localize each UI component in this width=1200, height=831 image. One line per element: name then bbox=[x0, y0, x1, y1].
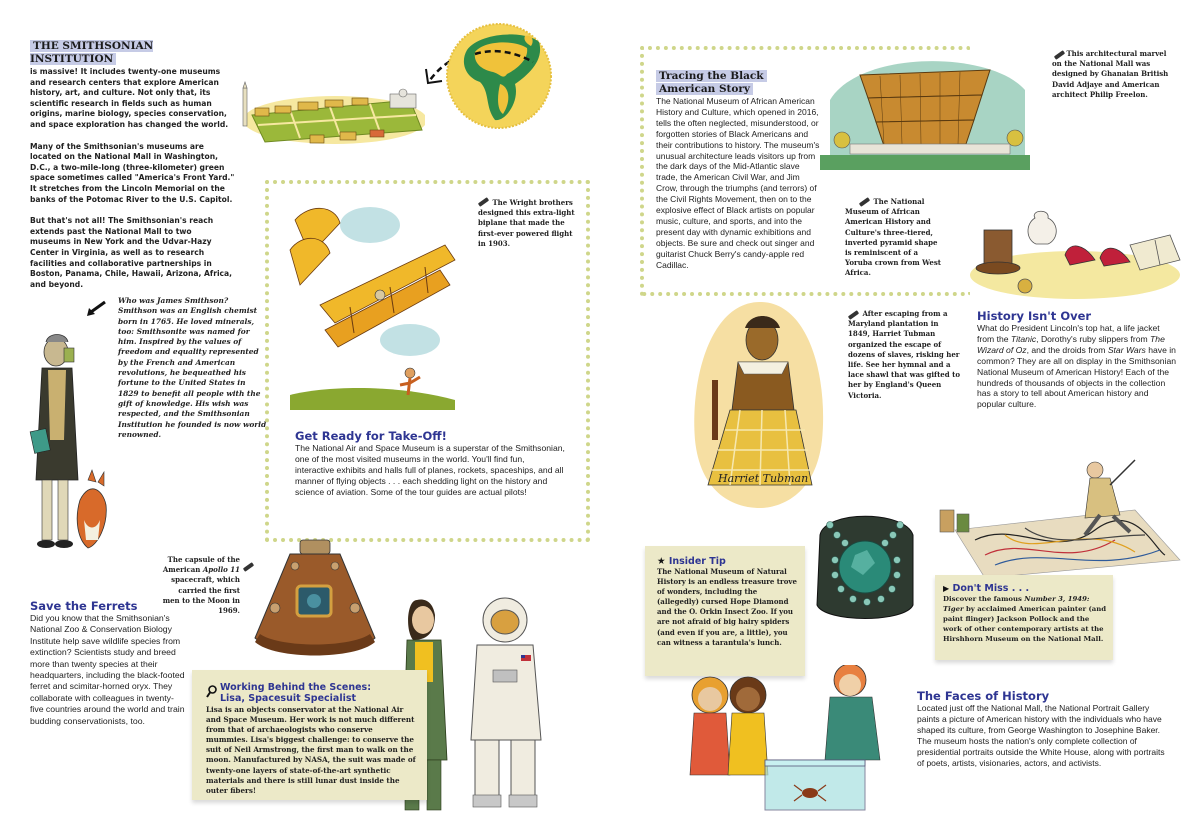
takeoff-heading: Get Ready for Take-Off! bbox=[295, 429, 447, 443]
history-section bbox=[977, 310, 1177, 410]
tubman-caption: After escaping from a Maryland plantation in 1849, Harriet Tubman organized the escape of dozens of slaves, risking her life. See her hymnal and a lace shawl that was gifted to her by England's Queen Victoria. bbox=[848, 309, 960, 400]
takeoff-section bbox=[295, 430, 565, 498]
tarantula-kids-illustration bbox=[680, 665, 905, 820]
insider-tip-heading: ★ Insider Tip bbox=[657, 556, 726, 567]
james-smithson-illustration bbox=[18, 330, 113, 585]
pencil-icon bbox=[848, 311, 860, 319]
harriet-signature: Harriet Tubman bbox=[718, 472, 809, 485]
pencil-icon bbox=[478, 198, 490, 206]
insider-tip-text: The National Museum of Natural History is an endless treasure trove of wonders, including the (allegedly) cursed Hope Diamond and the O. Orkin Insect Zoo. If you are not afraid of big hairy spiders (and even if you are, a little), you can witness a tarantula's lunch. bbox=[657, 567, 797, 647]
faces-section bbox=[917, 690, 1172, 768]
intro-paragraph-1: is massive! It includes twenty-one museums and research centers that explore American history, art, and culture. Not only that, its scientific research in fields such as human origins, marine biology, species conservation, and space exploration has changed the world. bbox=[30, 67, 229, 129]
harriet-tubman-illustration bbox=[690, 300, 830, 510]
magnifier-icon bbox=[206, 685, 217, 698]
tracing-section bbox=[656, 70, 821, 271]
wright-caption: The Wright brothers designed this extra-light biplane that made the first-ever powered flight in 1903. bbox=[478, 198, 575, 248]
intro-section bbox=[30, 40, 235, 290]
intro-paragraph-3: But that's not all! The Smithsonian's reach extends past the National Mall to two museums in New York and the Udvar-Hazy Center in Virginia, as well as to research facilities and collaborative partnerships in Boston, Panama, Chile, Hawaii, Arizona, Africa, and beyond. bbox=[30, 216, 233, 289]
tracing-title: Tracing the Black American Story bbox=[656, 70, 821, 96]
american-history-artifacts-illustration bbox=[970, 200, 1185, 305]
star-icon: ★ bbox=[657, 556, 666, 567]
history-heading: History Isn't Over bbox=[977, 309, 1092, 323]
takeoff-text: The National Air and Space Museum is a superstar of the Smithsonian, one of the most visited museums in the world. You'll find fun, interactive exhibits and halls full of planes, rockets, spaceships, and all manner of flying objects . . . each shedding light on the history and science of aviation. Some of the tour guides are actual pilots! bbox=[295, 443, 565, 497]
faces-heading: The Faces of History bbox=[917, 689, 1050, 703]
ferrets-heading: Save the Ferrets bbox=[30, 599, 138, 613]
dont-miss-text: Discover the famous Number 3, 1949: Tiger by acclaimed American painter (and paint flinger) Jackson Pollock and the work of other contemporary artists at the Hirshhorn Museum on the National Mall. bbox=[943, 595, 1107, 644]
lisa-heading-line-1: Working Behind the Scenes: bbox=[220, 682, 372, 693]
nmaahc-building-illustration bbox=[820, 40, 1030, 175]
play-arrow-icon: ▶ bbox=[943, 584, 950, 593]
pencil-icon bbox=[1054, 51, 1066, 59]
wright-biplane-illustration bbox=[280, 195, 460, 415]
lisa-text: Lisa is an objects conservator at the National Air and Space Museum. Her work is not much different from that of archaeologists who conserve mummies. Lisa's biggest challenge: to conserve the suit of Neil Armstrong, the first man to walk on the moon. Manufactured by NASA, the suit was made of twenty-one layers of state-of-the-art synthetic materials and there is still lunar dust inside the outer fibers! bbox=[206, 705, 416, 795]
history-text: What do President Lincoln's top hat, a life jacket from the Titanic, Dorothy's ruby slippers from The Wizard of Oz, and the droids from Star Wars have in common? They are all on display in the Smithsonian National Museum of American History! Each of the hundreds of thousands of objects in the collection has a story to tell about American history and popular culture. bbox=[977, 323, 1177, 410]
smithson-question: Who was James Smithson? bbox=[118, 296, 229, 305]
dont-miss-box bbox=[935, 575, 1113, 660]
americas-globe-illustration bbox=[445, 22, 553, 130]
smithson-callout bbox=[118, 296, 268, 440]
intro-paragraph-2: Many of the Smithsonian's museums are located on the National Mall in Washington, D.C., a two-mile-long (three-kilometer) green space sometimes called "America's Front Yard." It stretches from the Lincoln Memorial on the banks of the Potomac River to the U.S. Capitol. bbox=[30, 141, 235, 204]
insider-tip-box bbox=[645, 546, 805, 676]
lisa-heading-line-2: Lisa, Spacesuit Specialist bbox=[220, 693, 357, 704]
ferrets-text: Did you know that the Smithsonian's National Zoo & Conservation Biology Institute help save wildlife species from extinction? Scientists study and breed more than twenty species at their headquarters, including the black-footed ferret and scimitar-horned oryx. They collaborate with colleagues in twenty-five countries around the world and train budding conservationists, too. bbox=[30, 613, 185, 726]
pollock-painting-illustration bbox=[935, 440, 1185, 580]
pencil-icon bbox=[859, 198, 871, 206]
national-mall-illustration bbox=[240, 80, 425, 150]
architect-caption: This architectural marvel on the National Mall was designed by Ghanaian British David Adjaye and American architect Philip Freelon. bbox=[1052, 49, 1169, 99]
apollo-capsule-illustration bbox=[245, 538, 385, 663]
smithson-text: Smithson was an English chemist born in 1765. He loved minerals, too: Smithsonite was named for him. Inspired by the values of freedom and equality represented by the French and American revolutions, he bequeathed his fortune to the United States in 1829 to benefit all people with the gift of knowledge. His wish was respected, and the Smithsonian Institution he founded is now world renowned. bbox=[118, 306, 267, 439]
ferrets-section bbox=[30, 600, 185, 727]
intro-title: THE SMITHSONIAN INSTITUTION bbox=[30, 40, 154, 65]
dont-miss-heading: ▶ Don't Miss . . . bbox=[943, 583, 1030, 594]
lisa-box bbox=[192, 670, 427, 800]
tracing-text: The National Museum of African American History and Culture, which opened in 2016, tells the often neglected, misunderstood, or forgotten stories of Black Americans and their contributions to history. The museum's unusual architecture leads visitors up from the dark days of the Mid-Atlantic slave trade, the American Civil War, and Jim Crow, through the triumphs (and terrors) of the Civil Rights Movement, then on to the explosive effect of Black artists on popular music, culture, and sports, and into the present day with dynamic exhibitions and objects. Be sure and check out singer and guitarist Chuck Berry's candy-apple red Cadillac. bbox=[656, 96, 820, 270]
faces-text: Located just off the National Mall, the National Portrait Gallery paints a picture of American history with the individuals who have shaped its culture, from George Washington to Josephine Baker. The museum hosts the nation's only complete collection of presidential portraits outside the White House, along with portraits of poets, artists, visionaries, actors, and activists. bbox=[917, 703, 1165, 768]
hope-diamond-illustration bbox=[805, 505, 925, 625]
arrow-pointer-icon bbox=[85, 300, 107, 318]
pyramid-caption: The National Museum of African American History and Culture's three-tiered, inverted pyramid shape is reminiscent of a Yoruba crown from West Africa. bbox=[845, 197, 942, 278]
apollo-caption: The capsule of the American Apollo 11 spacecraft, which carried the first men to the Moon in 1969. bbox=[162, 555, 240, 616]
